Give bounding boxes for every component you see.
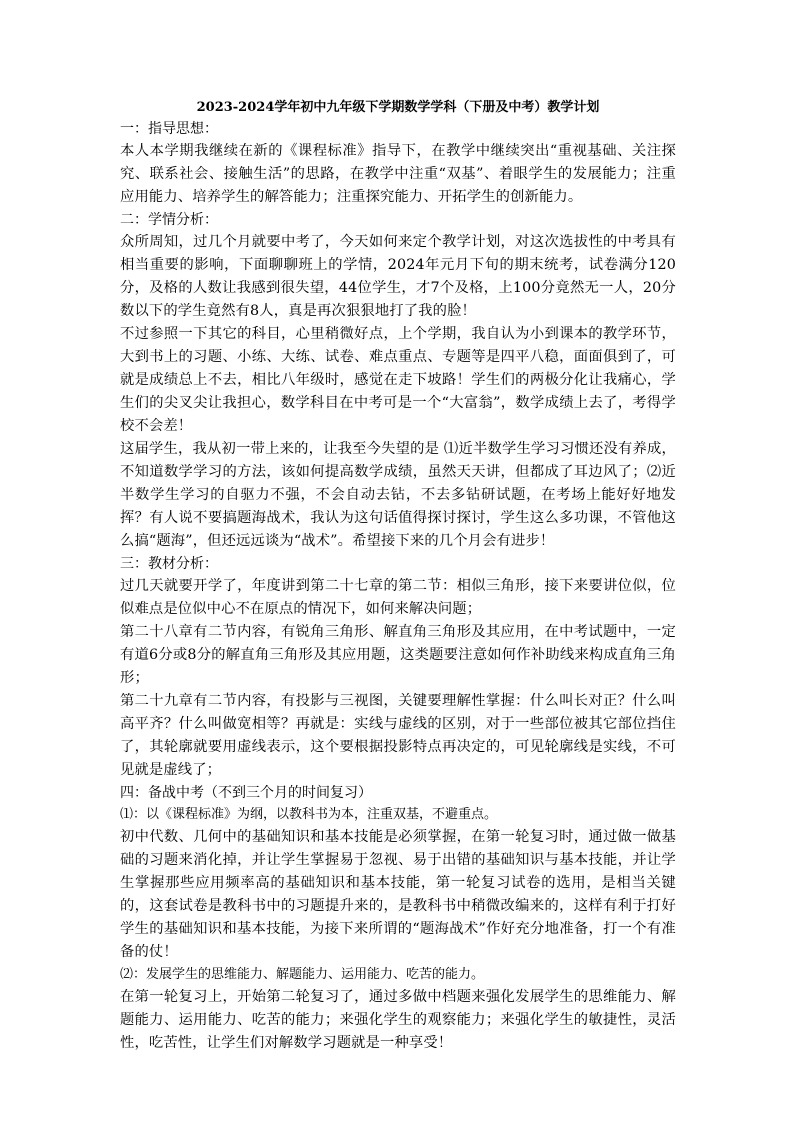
paragraph: 不过参照一下其它的科目，心里稍微好点，上个学期，我自认为小到课本的教学环节，大到书上的习题、小练、大练、试卷、难点重点、专题等是四平八稳，面面俱到了，可就是成绩总上不去，相比八年级时，感觉在走下坡路！学生们的两极分化让我痛心，学生们的尖叉尖让我担心，数学科目在中考可是一个“大富翁”，数学成绩上去了，考得学校不会差！ [120, 326, 676, 434]
section-heading: 四：备战中考（不到三个月的时间复习） [120, 785, 372, 801]
subheading: ⑵：发展学生的思维能力、解题能力、运用能力、吃苦的能力。 [120, 967, 485, 982]
section-heading: 二：学情分析： [120, 212, 218, 228]
section-heading: 三：教材分析： [120, 556, 218, 572]
section-guiding-ideology [120, 118, 676, 209]
section-textbook-analysis [120, 553, 676, 782]
paragraph: 第二十八章有二节内容，有锐角三角形、解直角三角形及其应用，在中考试题中，一定有道6分或8分的解直角三角形及其应用题，这类题要注意如何作补助线来构成直角三角形； [120, 624, 676, 686]
document-page [120, 98, 676, 1055]
paragraph: 过几天就要开学了，年度讲到第二十七章的第二节：相似三角形，接下来要讲位似，位似难点是位似中心不在原点的情况下，如何来解决问题； [120, 578, 676, 617]
subheading: ⑴：以《课程标准》为纲，以教科书为本，注重双基，不避重点。 [120, 807, 498, 822]
section-heading: 一：指导思想： [120, 121, 218, 137]
paragraph: 众所周知，过几个月就要中考了，今天如何来定个教学计划，对这次选拔性的中考具有相当重要的影响，下面聊聊班上的学情，2024年元月下旬的期末统考，试卷满分120分，及格的人数让我感到很失望，44位学生，才7个及格，上100分竟然无一人，20分数以下的学生竟然有8人，真是再次狠狠地打了我的脸！ [120, 234, 676, 319]
section-student-analysis [120, 209, 676, 553]
paragraph: 初中代数、几何中的基础知识和基本技能是必须掌握，在第一轮复习时，通过做一做基础的习题来消化掉，并让学生掌握易于忽视、易于出错的基础知识与基本技能，并让学生掌握那些应用频率高的基础知识和基本技能，第一轮复习试卷的选用，是相当关键的，这套试卷是教科书中的习题提升来的，是教科书中稍微改编来的，这样有利于打好学生的基础知识和基本技能，为接下来所谓的“题海战术”作好充分地准备，打一个有准备的仗！ [120, 829, 676, 960]
paragraph: 在第一轮复习上，开始第二轮复习了，通过多做中档题来强化发展学生的思维能力、解题能力、运用能力、吃苦的能力；来强化学生的观察能力；来强化学生的敏捷性，灵活性，吃苦性，让学生们对解数学习题就是一种享受！ [120, 989, 676, 1051]
section-exam-preparation [120, 782, 676, 1055]
paragraph: 第二十九章有二节内容，有投影与三视图，关键要理解性掌握：什么叫长对正？什么叫高平齐？什么叫做宽相等？再就是：实线与虚线的区别，对于一些部位被其它部位挡住了，其轮廓就要用虚线表示，这个要根据投影特点再决定的，可见轮廓线是实线，不可见就是虚线了； [120, 693, 676, 778]
document-title: 2023-2024学年初中九年级下学期数学学科（下册及中考）教学计划 [196, 100, 600, 115]
paragraph: 这届学生，我从初一带上来的，让我至今失望的是 ⑴近半数学生学习习惯还没有养成，不知道数学学习的方法，该如何提高数学成绩，虽然天天讲，但都成了耳边风了；⑵近半数学生学习的自驱力不强，不会自动去钻，不去多钻研试题，在考场上能好好地发挥？有人说不要搞题海战术，我认为这句话值得探讨探讨，学生这么多功课，不管他这么搞“题海”，但还远远谈为“战术”。希望接下来的几个月会有进步！ [120, 441, 676, 549]
paragraph: 本人本学期我继续在新的《课程标准》指导下，在教学中继续突出“重视基础、关注探究、联系社会、接触生活”的思路，在教学中注重“双基”、着眼学生的发展能力；注重应用能力、培养学生的解答能力；注重探究能力、开拓学生的创新能力。 [120, 143, 676, 205]
